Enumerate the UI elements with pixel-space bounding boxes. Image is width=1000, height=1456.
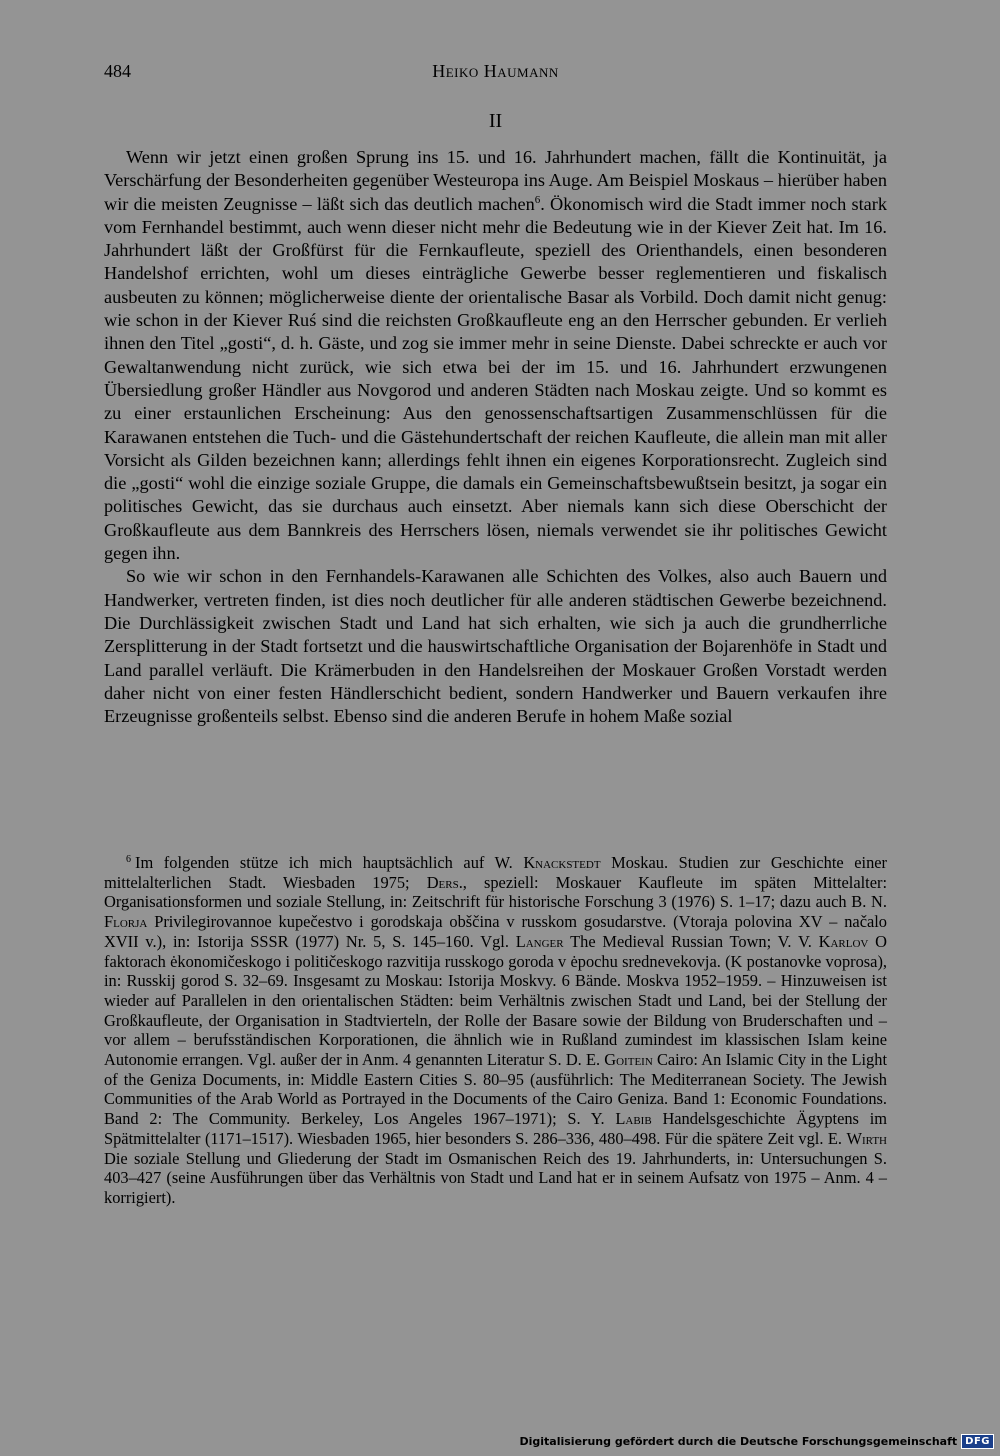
footnote-6 [104, 853, 887, 1208]
footnote-text: The Medieval Russian Town; V. V. [563, 931, 819, 951]
section-heading: II [488, 110, 503, 132]
author-name: Langer [515, 931, 564, 951]
footnote-text: Die soziale Stellung und Gliederung der Stadt im Osmanischen Reich des 19. Jahrhunderts, in: Untersuchungen S. 403–427 (seine Ausführungen über das Verhältnis von Stadt und Land hat er in seinem Aufsatz von 1975 – Anm. 4 – korrigiert). [104, 1148, 887, 1207]
body-text [104, 146, 887, 728]
paragraph-1-text-a: Wenn wir jetzt einen großen Sprung ins 15. und 16. Jahrhundert machen, fällt die Kontinuität, ja Verschärfung der Besonderheiten gegenüber Westeuropa ins Auge. Am Beispiel Moskaus – hierüber haben wir die meisten Zeugnisse – läßt sich das deutlich machen [104, 147, 887, 214]
author-name: Knackstedt [523, 853, 601, 872]
footnote-reference[interactable]: 6 [534, 193, 541, 206]
footnote-text: Handelsgeschichte Ägyptens im Spätmittelalter (1171–1517). Wiesbaden 1965, hier besonders S. 286–336, 480–498. Für die spätere Zeit vgl. E. [104, 1109, 887, 1148]
running-head-author: Heiko Haumann [432, 61, 559, 81]
footnote-text: O faktorach ėkonomičeskogo i političeskogo razvitija russkogo goroda v ėpochu srednevekovja. (K postanovke voprosa), in: Russkij gorod S. 32–69. Insgesamt zu Moskau: Istorija Moskvy. 6 Bände. Moskva 1952–1959. – Hinzuweisen ist wieder auf Parallelen in den orientalischen Städten: beim Verhältnis zwischen Stadt und Land, bei der Stellung der Großkaufleute, der Organisation in Stadtvierteln, der Rolle der Basare sowie der Bildung von Bruderschaften und – vor allem – berufsständischen Korporationen, die ähnlich wie in Rußland zumindest im klassischen Islam keine Autonomie errangen. Vgl. außer der in Anm. 4 genannten Literatur S. D. E. [104, 931, 887, 1070]
author-name: Ders. [426, 872, 463, 892]
footnote-text: Privilegirovannoe kupečestvo i gorodskaja obščina v russkom gosudarstve. (Vtoraja polovina XV – načalo XVII v.), in: Istorija SSSR (1977) Nr. 5, S. 145–160. Vgl. [104, 912, 887, 951]
paragraph-2: So wie wir schon in den Fernhandels-Karawanen alle Schichten des Volkes, also auch Bauern und Handwerker, vertreten finden, ist dies noch deutlicher für alle anderen städtischen Gewerbe bezeichnend. Die Durchlässigkeit zwischen Stadt und Land hat sich erhalten, wie sich ja auch die grundherrliche Zersplitterung in der Stadt fortsetzt und die hauswirtschaftliche Organisation der Bojarenhöfe in Stadt und Land parallel verläuft. Die Krämerbuden in den Handelsreihen der Moskauer Großen Vorstadt werden daher nicht von einer festen Händlerschicht bedient, sondern Handwerker und Bauern verkaufen ihre Erzeugnisse großenteils selbst. Ebenso sind die anderen Berufe in hohem Maße sozial [104, 566, 887, 727]
page-number: 484 [104, 61, 131, 81]
footnote-text: Moskau. Studien zur Geschichte einer mittelalterlichen Stadt. Wiesbaden 1975; [104, 853, 887, 892]
paragraph-1 [104, 146, 887, 565]
footnote-text: , speziell: Moskauer Kaufleute im späten Mittelalter: Organisationsformen und soziale Stellung, in: Zeitschrift für historische Forschung 3 (1976) S. 1–17; dazu auch B. N. [104, 872, 888, 912]
author-name: Goitein [604, 1050, 653, 1070]
paragraph-1-text-b: . Ökonomisch wird die Stadt immer noch stark vom Fernhandel bestimmt, auch wenn dieser nicht mehr die Bedeutung wie in der Kiever Zeit hat. Im 16. Jahrhundert läßt der Großfürst für die Fernkaufleute, speziell des Orienthandels, einen besonderen Handelshof errichten, wohl um dieses einträgliche Gewerbe besser reglementieren und fiskalisch ausbeuten zu können; möglicherweise diente der orientalische Basar als Vorbild. Doch damit nicht genug: wie schon in der Kiever Ruś sind die reichsten Großkaufleute eng an den Herrscher gebunden. Er verlieh ihnen den Titel „gosti“, d. h. Gäste, und zog sie immer mehr in seine Dienste. Dabei schreckte er auch vor Gewaltanwendung nicht zurück, wie sich etwa bei der im 15. und 16. Jahrhundert erzwungenen Übersiedlung großer Händler aus Novgorod und anderen Städten nach Moskau zeigte. Und so kommt es zu einer erstaunlichen Erscheinung: Aus den genossenschaftsartigen Zusammenschlüssen für die Karawanen entstehen die Tuch- und die Gästehundertschaft der reichen Kaufleute, die allein man mit aller Vorsicht als Gilden bezeichnen kann; allerdings fehlt ihnen ein eigenes Korporationsrecht. Zugleich sind die „gosti“ wohl die einzige soziale Gruppe, die damals ein Gemeinschaftsbewußtsein besitzt, ja sogar ein politisches Gewicht, das sie durchaus auch einsetzt. Aber niemals kann sich diese Oberschicht der Großkaufleute aus dem Bannkreis des Herrschers lösen, niemals verwendet sie ihr politisches Gewicht gegen ihn. [104, 193, 887, 564]
author-name: Florja [104, 912, 148, 932]
digitization-notice-text: Digitalisierung gefördert durch die Deutsche Forschungsgemeinschaft [519, 1434, 958, 1448]
digitization-notice [519, 1433, 994, 1449]
dfg-logo[interactable]: DFG [961, 1434, 994, 1449]
author-name: Labib [615, 1109, 652, 1129]
running-head [104, 58, 887, 84]
author-name: Wirth [846, 1128, 887, 1148]
footnote-text: Cairo: An Islamic City in the Light of the Geniza Documents, in: Middle Eastern Cities S. 80–95 (ausführlich: The Mediterranean Society. The Jewish Communities of the Arab World as Portrayed in the Documents of the Cairo Geniza. Band 1: Economic Foundations. Band 2: The Community. Berkeley, Los Angeles 1967–1971); S. Y. [104, 1050, 887, 1129]
footnote-number: 6 [126, 853, 131, 865]
footnote-text: Im folgenden stütze ich mich hauptsächlich auf W. [135, 853, 524, 872]
author-name: Karlov [818, 931, 869, 951]
